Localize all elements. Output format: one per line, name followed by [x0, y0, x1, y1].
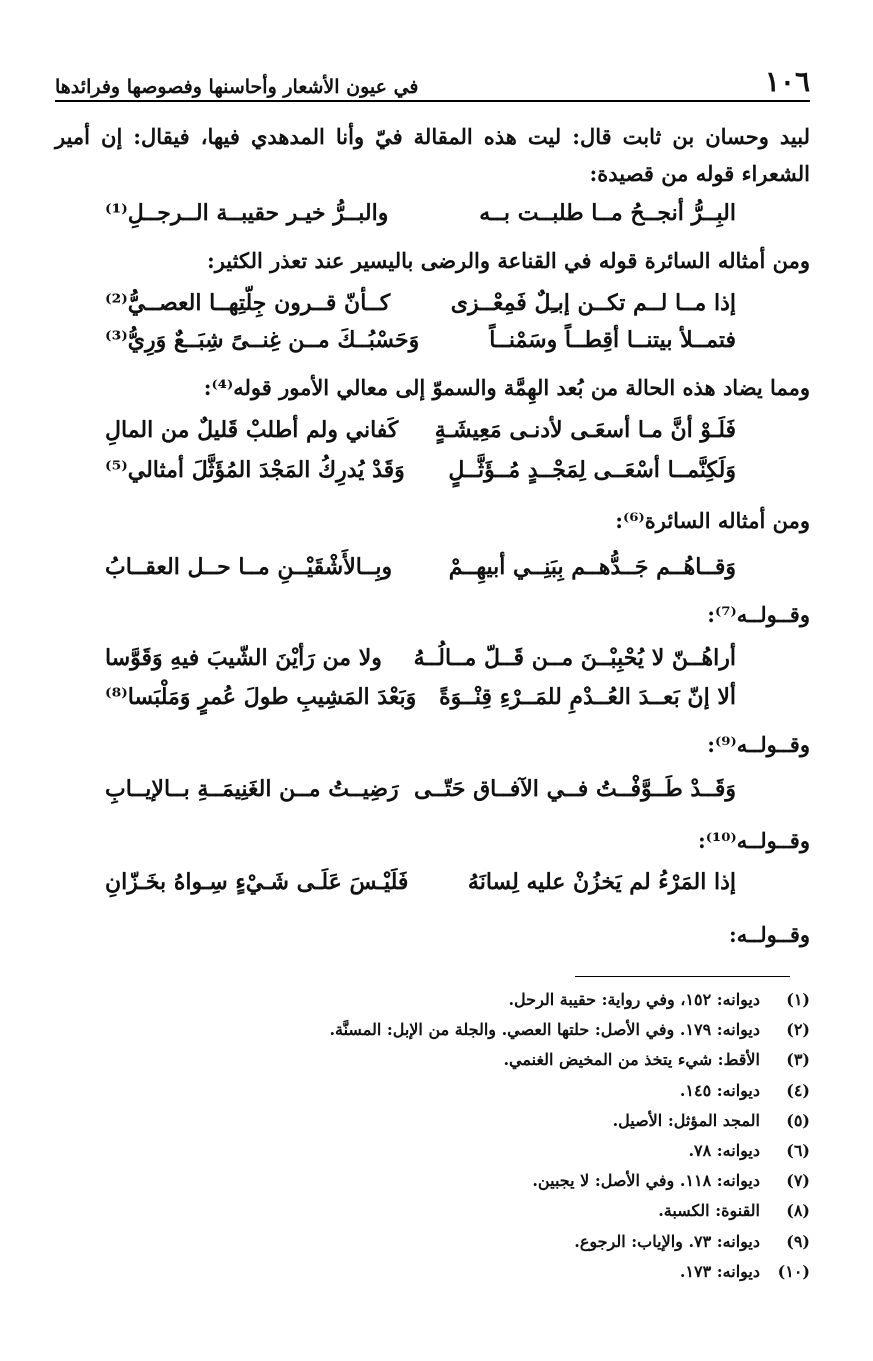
verse-line [105, 869, 736, 895]
verse-second-hemistich: كَفاني ولم أطلبْ قَليلٌ من المالِ [105, 417, 399, 443]
verse-first-hemistich: أراهُــنّ لا يُحْبِبْــنَ مــن قَــلّ مــالُــهُ [413, 645, 736, 671]
footnote-number: (٥) [786, 1110, 810, 1130]
page-number: ١٠٦ [764, 65, 810, 98]
footnote-number: (١) [786, 990, 810, 1009]
verse-line [105, 457, 736, 483]
footnote-item [329, 1141, 810, 1171]
footnote-text: المجد المؤثل: الأصيل. [612, 1110, 760, 1130]
footnote-text: ديوانه: ١١٨. وفي الأصل: لا يجبين. [532, 1171, 760, 1191]
footnote-item [329, 1201, 810, 1231]
running-title: في عيون الأشعار وأحاسنها وفصوصها وفرائدها [55, 76, 419, 98]
verse-second-hemistich: والبــرُّ خيـر حقيبــة الــرجــلِ⁽¹⁾ [105, 200, 389, 226]
footnote-item [329, 1111, 810, 1141]
paragraph-his-saying: وقــولــه⁽¹⁰⁾: [698, 828, 810, 853]
verse-line [105, 554, 736, 580]
verse-first-hemistich: إذا المَرْءُ لم يَخزُنْ عليه لِسانَهُ [467, 869, 736, 895]
footnote-item [329, 990, 810, 1020]
paragraph-his-saying: وقــولــه: [728, 922, 810, 947]
verse-line [105, 645, 736, 671]
footnote-text: ديوانه: ١٧٣. [679, 1261, 760, 1281]
footnote-item [329, 1262, 810, 1292]
verse-second-hemistich: رَضِيــتُ مــن الغَنِيمَــةِ بــالإيــابِ [105, 776, 399, 802]
paragraph-contentment: ومن أمثاله السائرة قوله في القناعة والرضى باليسير عند تعذر الكثير: [206, 248, 810, 273]
verse-line [105, 200, 736, 226]
footnote-number: (١٠) [777, 1261, 810, 1281]
verse-first-hemistich: وَلَكِنَّمــا أسْعَــى لِمَجْــدٍ مُــؤَثَّــلٍ [448, 457, 736, 483]
footnote-item [329, 1171, 810, 1201]
footnote-number: (٨) [786, 1201, 810, 1221]
footnote-item [329, 1081, 810, 1111]
verse-line [105, 327, 736, 353]
paragraph-ambition: ومما يضاد هذه الحالة من بُعد الهِمَّة والسموّ إلى معالي الأمور قوله⁽⁴⁾: [203, 375, 810, 400]
paragraph-proverbs: ومن أمثاله السائرة⁽⁶⁾: [615, 508, 810, 533]
footnote-text: ديوانه: ١٥٢، وفي رواية: حقيبة الرحل. [508, 990, 760, 1009]
footnote-text: ديوانه: ٧٨. [688, 1140, 760, 1160]
verse-second-hemistich: فَلَيْـسَ عَلَـى شَـيْءٍ سِـواهُ بخَـزّانِ [105, 869, 409, 895]
footnote-text: ديوانه: ١٤٥. [679, 1080, 760, 1100]
footnote-text: ديوانه: ٧٣. والإياب: الرجوع. [574, 1231, 760, 1251]
footnote-number: (٧) [786, 1171, 810, 1191]
verse-first-hemistich: فتمــلأ بيتنــا أقِطــاً وسَمْنــاً [489, 327, 736, 353]
verse-first-hemistich: ألا إنّ بَعــدَ العُــدْمِ للمَــرْءِ قِنْــوَةً [439, 684, 736, 710]
footnote-number: (٩) [786, 1231, 810, 1251]
paragraph-his-saying: وقــولــه⁽⁷⁾: [707, 602, 810, 627]
verse-second-hemistich: ولا من رَأيْنَ الشّيبَ فيهِ وَقَوَّسا [105, 645, 382, 671]
verse-first-hemistich: إذا مــا لــم تكــن إبـِلٌ فَمِعْــزى [450, 290, 736, 316]
verse-second-hemistich: وَحَسْبُــكَ مــن غِنــىً شِبَــعٌ وَرِيُّ⁽³⁾ [105, 327, 420, 353]
footnote-item [329, 1020, 810, 1050]
verse-first-hemistich: وَقَــدْ طَــوَّفْــتُ فــي الآفــاق حَتّــى [413, 776, 736, 802]
footnote-item [329, 1232, 810, 1262]
footnote-item [329, 1050, 810, 1080]
verse-second-hemistich: كــأنّ قــرون جِلّتِهــا العصــيُّ⁽²⁾ [105, 290, 391, 316]
footnote-number: (٢) [786, 1020, 810, 1040]
header-rule [55, 100, 810, 102]
verse-second-hemistich: وَقَدْ يُدرِكُ المَجْدَ المُؤَثَّلَ أمثالي⁽⁵⁾ [105, 457, 405, 483]
verse-line [105, 290, 736, 316]
verse-second-hemistich: وَبَعْدَ المَشِيبِ طولَ عُمرٍ وَمَلْبَسا⁽⁸⁾ [105, 684, 417, 710]
paragraph-intro: لبيد وحسان بن ثابت قال: ليت هذه المقالة فيّ وأنا المدهدي فيها، فيقال: إن أمير الشعراء قوله من قصيدة: [55, 124, 810, 186]
footnote-text: القنوة: الكسبة. [658, 1201, 760, 1221]
page-header [55, 58, 810, 98]
footnote-number: (٣) [786, 1050, 810, 1070]
footnote-rule [575, 976, 790, 977]
footnote-number: (٦) [786, 1140, 810, 1160]
paragraph-his-saying: وقــولــه⁽⁹⁾: [707, 732, 810, 757]
footnotes [329, 990, 810, 1292]
verse-first-hemistich: فَلَـوْ أنَّ مـا أسعَـى لأدنـى مَعِيشَـةٍ [434, 417, 736, 443]
footnote-text: ديوانه: ١٧٩. وفي الأصل: حلتها العصي. والجلة من الإبل: المسنَّة. [329, 1020, 760, 1040]
footnote-text: الأقط: شيء يتخذ من المخيض الغنمي. [503, 1050, 760, 1070]
verse-first-hemistich: البِــرُّ أنجــحُ مــا طلبــت بــه [479, 200, 736, 226]
verse-line [105, 776, 736, 802]
verse-second-hemistich: وبِــالأَشْقَيْــنِ مــا حــل العقــابُ [105, 554, 393, 580]
verse-first-hemistich: وَقــاهُــم جَــدُّهــم بِبَنِــي أبيهِــمْ [448, 554, 736, 580]
footnote-number: (٤) [786, 1080, 810, 1100]
verse-line [105, 684, 736, 710]
verse-line [105, 417, 736, 443]
